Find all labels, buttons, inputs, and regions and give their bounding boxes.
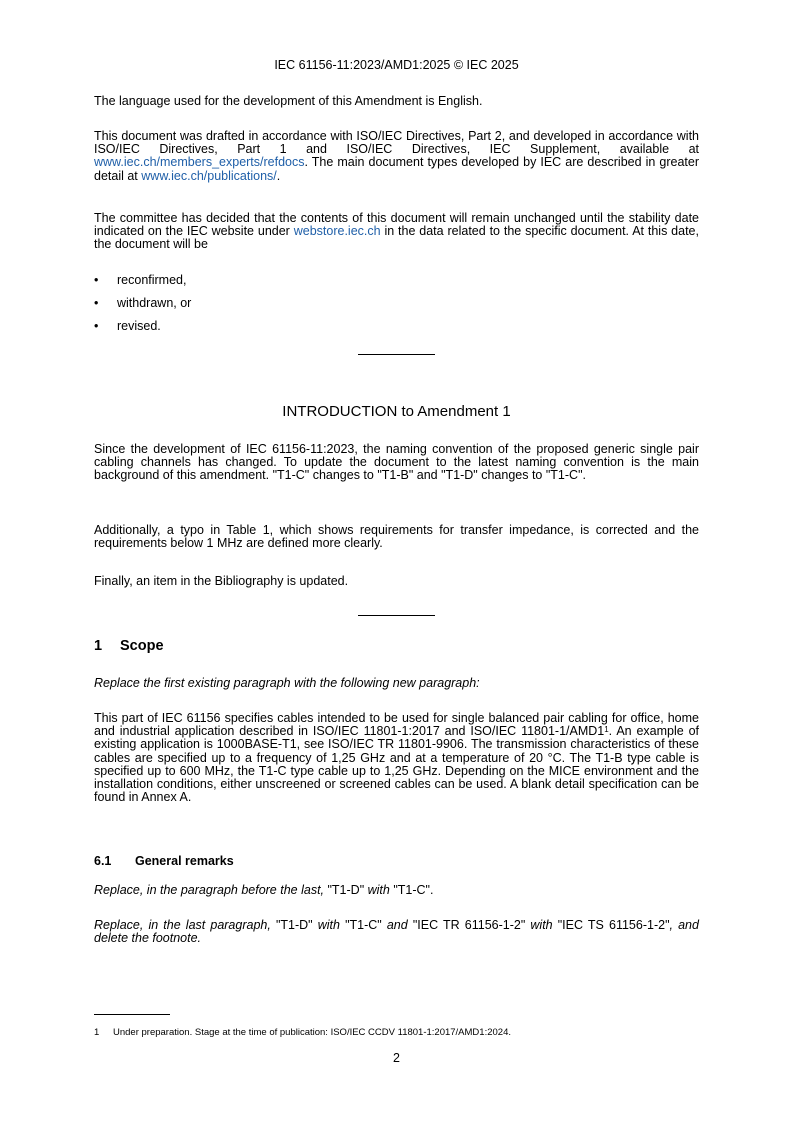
scope-paragraph: This part of IEC 61156 specifies cables intended to be used for single balanced pair cabling for office, home and industrial application described in ISO/IEC 11801-1:2017 and ISO/IEC $11801-1/AMD1^1$. An example of existing application is 1000BASE-T1, see ISO/IEC TR 11801-9906. The transmission characteristics of these cables are specified up to a frequency of 1,25 GHz and at a temperature of 20 °C. The T1-B type cable is specified up to 600 MHz, the T1-C type cable up to 1,25 GHz. Depending on the MICE environment and the installation conditions, either unscreened or screened cables can be used. A blank detail specification can be found in Annex A. (94, 711, 699, 805)
list-item: • reconfirmed, (94, 273, 187, 287)
page-number: 2 (393, 1051, 400, 1065)
general-remarks-heading: 6.1 General remarks (94, 854, 234, 868)
section-separator (358, 615, 435, 616)
scope-instruction: Replace the first existing paragraph with the following new paragraph: (94, 676, 480, 690)
footnote-reference[interactable]: 1 (604, 725, 609, 735)
directives-text-3: . (276, 168, 281, 183)
section-separator (358, 354, 435, 355)
list-item: • revised. (94, 319, 161, 333)
language-paragraph: The language used for the development of this Amendment is English. (94, 94, 483, 108)
scope-heading: 1 Scope (94, 638, 164, 654)
bullet-icon: • (94, 296, 99, 310)
webstore-link[interactable]: webstore.iec.ch (293, 224, 381, 239)
introduction-title: INTRODUCTION to Amendment 1 (282, 403, 511, 420)
intro-paragraph-2: Additionally, a typo in Table 1, which shows requirements for transfer impedance, is corrected and the requirements below 1 MHz are defined more clearly. (94, 523, 699, 551)
directives-text-2: . The main document types developed by IEC are described in greater detail at (94, 155, 699, 183)
remarks-instruction-1: Replace, in the paragraph before the last, "T1-D" with "T1-C". (94, 883, 434, 897)
directives-text-1: This document was drafted in accordance with ISO/IEC Directives, Part 2, and developed in accordance with ISO/IEC Directives, Part 1 and ISO/IEC Directives, IEC Supplement, available at (94, 129, 699, 157)
footnote-separator (94, 1014, 170, 1015)
bullet-icon: • (94, 273, 99, 287)
status-bullet-list (94, 273, 699, 342)
directives-paragraph (94, 130, 699, 183)
intro-paragraph-3: Finally, an item in the Bibliography is updated. (94, 574, 349, 588)
page-header: IEC 61156-11:2023/AMD1:2025 © IEC 2025 (274, 58, 519, 72)
stability-paragraph (94, 212, 699, 252)
publications-link[interactable]: www.iec.ch/publications/ (141, 168, 277, 183)
stability-text-2: in the data related to the specific document. At this date, the document will be (94, 224, 699, 252)
footnote-number: 1 (94, 1027, 100, 1038)
intro-paragraph-1: Since the development of IEC 61156-11:2023, the naming convention of the proposed generic single pair cabling channels has changed. To update the document to the latest naming convention is the main background of this amendment. "T1-C" changes to "T1-B" and "T1-D" changes to "T1-C". (94, 442, 699, 483)
list-item: • withdrawn, or (94, 296, 192, 310)
remarks-instruction-2: Replace, in the last paragraph, "T1-D" with "T1-C" and "IEC TR 61156-1-2" with "IEC TS 61156-1-2", and delete the footnote. (94, 918, 699, 946)
footnote (94, 1027, 699, 1039)
refdocs-link[interactable]: www.iec.ch/members_experts/refdocs (94, 155, 305, 170)
footnote-text: Under preparation. Stage at the time of publication: ISO/IEC CCDV 11801-1:2017/AMD1:2024. (113, 1027, 511, 1038)
stability-text-1: The committee has decided that the contents of this document will remain unchanged until the stability date indicated on the IEC website under (94, 211, 699, 239)
bullet-icon: • (94, 319, 99, 333)
